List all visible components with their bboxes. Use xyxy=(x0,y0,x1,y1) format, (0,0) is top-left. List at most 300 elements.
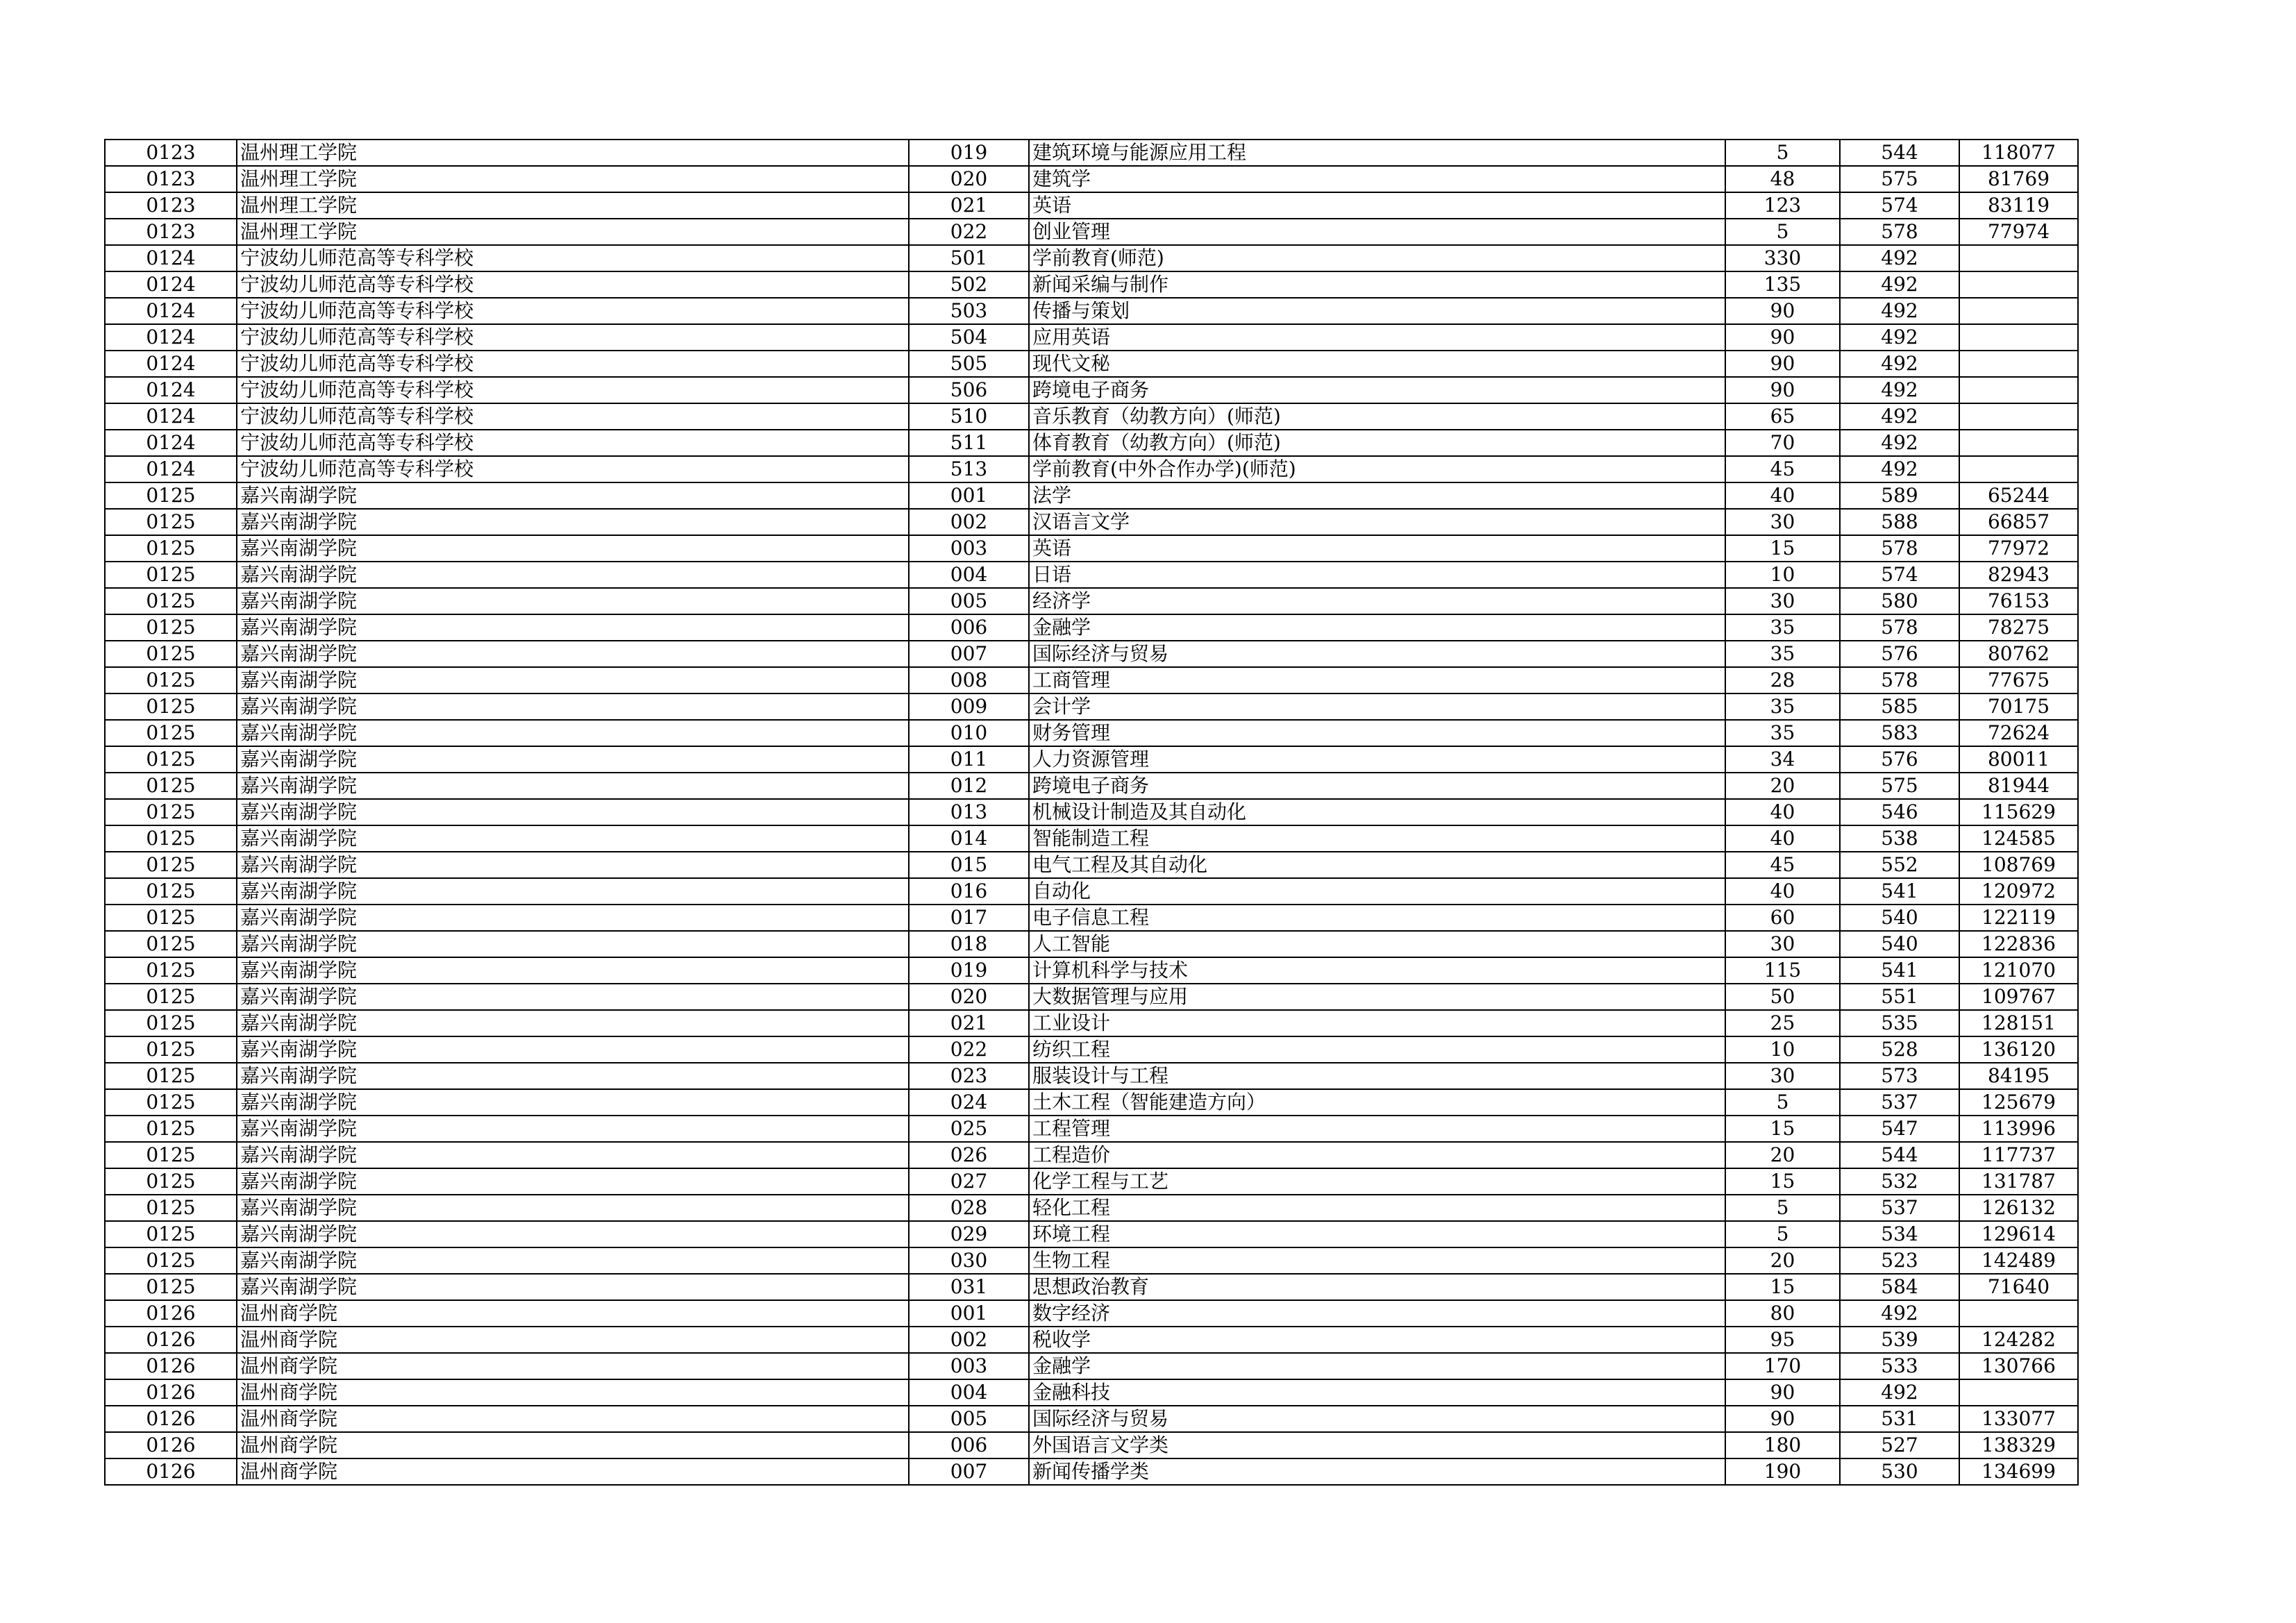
major-code-cell: 003 xyxy=(909,1353,1029,1379)
plan-count-cell: 40 xyxy=(1725,799,1840,825)
major-name-cell: 工程管理 xyxy=(1029,1116,1725,1142)
min-score-cell: 578 xyxy=(1840,219,1959,245)
major-name-cell: 新闻传播学类 xyxy=(1029,1458,1725,1485)
school-name-cell: 嘉兴南湖学院 xyxy=(237,614,909,641)
major-name-cell: 应用英语 xyxy=(1029,324,1725,351)
school-code-cell: 0125 xyxy=(105,641,237,667)
major-code-cell: 003 xyxy=(909,535,1029,562)
min-rank-cell: 81769 xyxy=(1959,166,2078,192)
table-row xyxy=(105,298,2078,324)
min-score-cell: 528 xyxy=(1840,1036,1959,1063)
plan-count-cell: 35 xyxy=(1725,693,1840,720)
min-score-cell: 578 xyxy=(1840,614,1959,641)
min-rank-cell xyxy=(1959,456,2078,482)
plan-count-cell: 15 xyxy=(1725,535,1840,562)
school-name-cell: 嘉兴南湖学院 xyxy=(237,957,909,984)
plan-count-cell: 35 xyxy=(1725,720,1840,746)
min-score-cell: 544 xyxy=(1840,1142,1959,1168)
major-code-cell: 019 xyxy=(909,957,1029,984)
school-name-cell: 温州商学院 xyxy=(237,1406,909,1432)
school-name-cell: 嘉兴南湖学院 xyxy=(237,535,909,562)
major-name-cell: 创业管理 xyxy=(1029,219,1725,245)
major-code-cell: 025 xyxy=(909,1116,1029,1142)
major-name-cell: 现代文秘 xyxy=(1029,351,1725,377)
min-score-cell: 534 xyxy=(1840,1221,1959,1247)
min-score-cell: 492 xyxy=(1840,271,1959,298)
major-name-cell: 大数据管理与应用 xyxy=(1029,984,1725,1010)
min-rank-cell: 136120 xyxy=(1959,1036,2078,1063)
table-row xyxy=(105,746,2078,773)
min-score-cell: 580 xyxy=(1840,588,1959,614)
table-row xyxy=(105,245,2078,271)
plan-count-cell: 25 xyxy=(1725,1010,1840,1036)
major-name-cell: 工程造价 xyxy=(1029,1142,1725,1168)
school-name-cell: 嘉兴南湖学院 xyxy=(237,562,909,588)
school-name-cell: 温州理工学院 xyxy=(237,192,909,219)
min-rank-cell xyxy=(1959,351,2078,377)
school-code-cell: 0124 xyxy=(105,403,237,430)
plan-count-cell: 40 xyxy=(1725,482,1840,509)
plan-count-cell: 5 xyxy=(1725,140,1840,166)
major-code-cell: 006 xyxy=(909,1432,1029,1458)
major-code-cell: 011 xyxy=(909,746,1029,773)
school-code-cell: 0124 xyxy=(105,430,237,456)
table-row xyxy=(105,430,2078,456)
school-name-cell: 嘉兴南湖学院 xyxy=(237,905,909,931)
table-row xyxy=(105,140,2078,166)
major-name-cell: 会计学 xyxy=(1029,693,1725,720)
school-code-cell: 0126 xyxy=(105,1327,237,1353)
table-row xyxy=(105,588,2078,614)
table-row xyxy=(105,1195,2078,1221)
plan-count-cell: 34 xyxy=(1725,746,1840,773)
school-name-cell: 嘉兴南湖学院 xyxy=(237,1195,909,1221)
table-row xyxy=(105,1010,2078,1036)
major-code-cell: 030 xyxy=(909,1247,1029,1274)
table-row xyxy=(105,878,2078,905)
school-name-cell: 嘉兴南湖学院 xyxy=(237,773,909,799)
min-rank-cell xyxy=(1959,245,2078,271)
major-name-cell: 音乐教育（幼教方向）(师范) xyxy=(1029,403,1725,430)
major-name-cell: 跨境电子商务 xyxy=(1029,773,1725,799)
table-row xyxy=(105,192,2078,219)
plan-count-cell: 5 xyxy=(1725,1221,1840,1247)
min-score-cell: 574 xyxy=(1840,192,1959,219)
min-score-cell: 537 xyxy=(1840,1089,1959,1116)
major-name-cell: 学前教育(中外合作办学)(师范) xyxy=(1029,456,1725,482)
min-score-cell: 492 xyxy=(1840,351,1959,377)
school-name-cell: 嘉兴南湖学院 xyxy=(237,482,909,509)
min-rank-cell: 138329 xyxy=(1959,1432,2078,1458)
min-rank-cell: 142489 xyxy=(1959,1247,2078,1274)
min-score-cell: 537 xyxy=(1840,1195,1959,1221)
plan-count-cell: 15 xyxy=(1725,1168,1840,1195)
major-code-cell: 502 xyxy=(909,271,1029,298)
school-code-cell: 0125 xyxy=(105,1247,237,1274)
min-score-cell: 575 xyxy=(1840,166,1959,192)
school-code-cell: 0125 xyxy=(105,509,237,535)
major-code-cell: 004 xyxy=(909,562,1029,588)
school-code-cell: 0125 xyxy=(105,614,237,641)
min-rank-cell: 80762 xyxy=(1959,641,2078,667)
major-code-cell: 014 xyxy=(909,825,1029,852)
major-code-cell: 002 xyxy=(909,1327,1029,1353)
school-name-cell: 温州商学院 xyxy=(237,1458,909,1485)
min-rank-cell: 77675 xyxy=(1959,667,2078,693)
min-rank-cell: 65244 xyxy=(1959,482,2078,509)
min-score-cell: 531 xyxy=(1840,1406,1959,1432)
min-score-cell: 546 xyxy=(1840,799,1959,825)
major-name-cell: 国际经济与贸易 xyxy=(1029,1406,1725,1432)
min-rank-cell: 134699 xyxy=(1959,1458,2078,1485)
school-code-cell: 0123 xyxy=(105,219,237,245)
table-row xyxy=(105,271,2078,298)
min-score-cell: 547 xyxy=(1840,1116,1959,1142)
table-row xyxy=(105,482,2078,509)
min-score-cell: 539 xyxy=(1840,1327,1959,1353)
min-rank-cell: 124585 xyxy=(1959,825,2078,852)
plan-count-cell: 48 xyxy=(1725,166,1840,192)
plan-count-cell: 40 xyxy=(1725,825,1840,852)
min-rank-cell: 77974 xyxy=(1959,219,2078,245)
school-name-cell: 宁波幼儿师范高等专科学校 xyxy=(237,271,909,298)
min-score-cell: 532 xyxy=(1840,1168,1959,1195)
school-name-cell: 嘉兴南湖学院 xyxy=(237,720,909,746)
school-code-cell: 0124 xyxy=(105,245,237,271)
major-code-cell: 007 xyxy=(909,1458,1029,1485)
major-code-cell: 004 xyxy=(909,1379,1029,1406)
major-name-cell: 新闻采编与制作 xyxy=(1029,271,1725,298)
min-score-cell: 551 xyxy=(1840,984,1959,1010)
min-rank-cell: 130766 xyxy=(1959,1353,2078,1379)
major-name-cell: 法学 xyxy=(1029,482,1725,509)
min-score-cell: 492 xyxy=(1840,1379,1959,1406)
table-row xyxy=(105,1089,2078,1116)
major-code-cell: 024 xyxy=(909,1089,1029,1116)
min-rank-cell xyxy=(1959,1300,2078,1327)
school-code-cell: 0125 xyxy=(105,1010,237,1036)
table-row xyxy=(105,1300,2078,1327)
min-score-cell: 583 xyxy=(1840,720,1959,746)
major-name-cell: 税收学 xyxy=(1029,1327,1725,1353)
plan-count-cell: 30 xyxy=(1725,588,1840,614)
school-code-cell: 0124 xyxy=(105,377,237,403)
school-name-cell: 嘉兴南湖学院 xyxy=(237,1063,909,1089)
min-rank-cell: 120972 xyxy=(1959,878,2078,905)
table-row xyxy=(105,562,2078,588)
major-name-cell: 外国语言文学类 xyxy=(1029,1432,1725,1458)
major-name-cell: 生物工程 xyxy=(1029,1247,1725,1274)
school-name-cell: 宁波幼儿师范高等专科学校 xyxy=(237,403,909,430)
plan-count-cell: 50 xyxy=(1725,984,1840,1010)
school-code-cell: 0125 xyxy=(105,482,237,509)
school-name-cell: 温州商学院 xyxy=(237,1353,909,1379)
major-name-cell: 工业设计 xyxy=(1029,1010,1725,1036)
min-score-cell: 492 xyxy=(1840,1300,1959,1327)
school-name-cell: 嘉兴南湖学院 xyxy=(237,746,909,773)
table-row xyxy=(105,667,2078,693)
table-row xyxy=(105,773,2078,799)
school-name-cell: 嘉兴南湖学院 xyxy=(237,1010,909,1036)
school-code-cell: 0126 xyxy=(105,1406,237,1432)
school-code-cell: 0125 xyxy=(105,905,237,931)
major-code-cell: 007 xyxy=(909,641,1029,667)
min-rank-cell xyxy=(1959,403,2078,430)
min-score-cell: 492 xyxy=(1840,403,1959,430)
min-score-cell: 492 xyxy=(1840,430,1959,456)
min-rank-cell: 131787 xyxy=(1959,1168,2078,1195)
major-code-cell: 029 xyxy=(909,1221,1029,1247)
school-code-cell: 0126 xyxy=(105,1300,237,1327)
plan-count-cell: 35 xyxy=(1725,614,1840,641)
min-score-cell: 574 xyxy=(1840,562,1959,588)
min-score-cell: 492 xyxy=(1840,245,1959,271)
major-code-cell: 009 xyxy=(909,693,1029,720)
school-name-cell: 宁波幼儿师范高等专科学校 xyxy=(237,456,909,482)
table-row xyxy=(105,1353,2078,1379)
min-rank-cell: 66857 xyxy=(1959,509,2078,535)
major-code-cell: 013 xyxy=(909,799,1029,825)
major-code-cell: 031 xyxy=(909,1274,1029,1300)
school-code-cell: 0125 xyxy=(105,1089,237,1116)
table-row xyxy=(105,641,2078,667)
school-code-cell: 0123 xyxy=(105,140,237,166)
major-code-cell: 015 xyxy=(909,852,1029,878)
school-name-cell: 宁波幼儿师范高等专科学校 xyxy=(237,430,909,456)
major-code-cell: 001 xyxy=(909,482,1029,509)
plan-count-cell: 20 xyxy=(1725,773,1840,799)
major-code-cell: 513 xyxy=(909,456,1029,482)
major-name-cell: 服装设计与工程 xyxy=(1029,1063,1725,1089)
major-code-cell: 510 xyxy=(909,403,1029,430)
min-score-cell: 541 xyxy=(1840,878,1959,905)
table-row xyxy=(105,1168,2078,1195)
major-name-cell: 日语 xyxy=(1029,562,1725,588)
school-code-cell: 0124 xyxy=(105,324,237,351)
plan-count-cell: 30 xyxy=(1725,931,1840,957)
major-code-cell: 002 xyxy=(909,509,1029,535)
major-code-cell: 506 xyxy=(909,377,1029,403)
major-code-cell: 010 xyxy=(909,720,1029,746)
table-row xyxy=(105,1116,2078,1142)
plan-count-cell: 20 xyxy=(1725,1142,1840,1168)
major-name-cell: 思想政治教育 xyxy=(1029,1274,1725,1300)
plan-count-cell: 95 xyxy=(1725,1327,1840,1353)
school-code-cell: 0125 xyxy=(105,1036,237,1063)
school-code-cell: 0125 xyxy=(105,720,237,746)
school-name-cell: 嘉兴南湖学院 xyxy=(237,931,909,957)
min-rank-cell: 76153 xyxy=(1959,588,2078,614)
min-rank-cell: 113996 xyxy=(1959,1116,2078,1142)
major-name-cell: 学前教育(师范) xyxy=(1029,245,1725,271)
major-name-cell: 环境工程 xyxy=(1029,1221,1725,1247)
major-name-cell: 工商管理 xyxy=(1029,667,1725,693)
school-code-cell: 0125 xyxy=(105,773,237,799)
table-row xyxy=(105,1432,2078,1458)
school-code-cell: 0126 xyxy=(105,1432,237,1458)
major-code-cell: 012 xyxy=(909,773,1029,799)
min-rank-cell: 125679 xyxy=(1959,1089,2078,1116)
table-body xyxy=(105,140,2078,1485)
major-code-cell: 021 xyxy=(909,1010,1029,1036)
plan-count-cell: 90 xyxy=(1725,1406,1840,1432)
table-row xyxy=(105,931,2078,957)
admission-table xyxy=(104,139,2079,1486)
table-row xyxy=(105,614,2078,641)
min-score-cell: 538 xyxy=(1840,825,1959,852)
plan-count-cell: 90 xyxy=(1725,1379,1840,1406)
min-score-cell: 541 xyxy=(1840,957,1959,984)
plan-count-cell: 80 xyxy=(1725,1300,1840,1327)
school-name-cell: 宁波幼儿师范高等专科学校 xyxy=(237,324,909,351)
table-row xyxy=(105,403,2078,430)
major-code-cell: 511 xyxy=(909,430,1029,456)
major-name-cell: 英语 xyxy=(1029,192,1725,219)
school-name-cell: 温州理工学院 xyxy=(237,219,909,245)
school-code-cell: 0124 xyxy=(105,351,237,377)
min-rank-cell: 133077 xyxy=(1959,1406,2078,1432)
plan-count-cell: 15 xyxy=(1725,1116,1840,1142)
plan-count-cell: 70 xyxy=(1725,430,1840,456)
table-row xyxy=(105,1379,2078,1406)
min-rank-cell: 82943 xyxy=(1959,562,2078,588)
school-code-cell: 0124 xyxy=(105,456,237,482)
min-score-cell: 544 xyxy=(1840,140,1959,166)
table-row xyxy=(105,324,2078,351)
school-name-cell: 宁波幼儿师范高等专科学校 xyxy=(237,298,909,324)
major-name-cell: 人工智能 xyxy=(1029,931,1725,957)
min-rank-cell: 109767 xyxy=(1959,984,2078,1010)
school-name-cell: 嘉兴南湖学院 xyxy=(237,588,909,614)
school-code-cell: 0125 xyxy=(105,588,237,614)
plan-count-cell: 30 xyxy=(1725,1063,1840,1089)
table-row xyxy=(105,693,2078,720)
major-name-cell: 建筑学 xyxy=(1029,166,1725,192)
min-score-cell: 535 xyxy=(1840,1010,1959,1036)
major-code-cell: 016 xyxy=(909,878,1029,905)
school-name-cell: 宁波幼儿师范高等专科学校 xyxy=(237,245,909,271)
table-row xyxy=(105,1247,2078,1274)
table-row xyxy=(105,720,2078,746)
min-rank-cell xyxy=(1959,1379,2078,1406)
table-row xyxy=(105,852,2078,878)
min-rank-cell: 122119 xyxy=(1959,905,2078,931)
min-rank-cell: 108769 xyxy=(1959,852,2078,878)
min-rank-cell: 118077 xyxy=(1959,140,2078,166)
school-name-cell: 温州商学院 xyxy=(237,1379,909,1406)
school-code-cell: 0125 xyxy=(105,1063,237,1089)
school-name-cell: 宁波幼儿师范高等专科学校 xyxy=(237,377,909,403)
table-row xyxy=(105,535,2078,562)
school-code-cell: 0124 xyxy=(105,298,237,324)
school-name-cell: 嘉兴南湖学院 xyxy=(237,1089,909,1116)
min-rank-cell xyxy=(1959,430,2078,456)
min-rank-cell: 72624 xyxy=(1959,720,2078,746)
school-name-cell: 嘉兴南湖学院 xyxy=(237,667,909,693)
major-name-cell: 电气工程及其自动化 xyxy=(1029,852,1725,878)
plan-count-cell: 135 xyxy=(1725,271,1840,298)
plan-count-cell: 45 xyxy=(1725,852,1840,878)
major-name-cell: 汉语言文学 xyxy=(1029,509,1725,535)
min-rank-cell: 80011 xyxy=(1959,746,2078,773)
school-name-cell: 嘉兴南湖学院 xyxy=(237,1142,909,1168)
major-code-cell: 008 xyxy=(909,667,1029,693)
min-score-cell: 530 xyxy=(1840,1458,1959,1485)
school-code-cell: 0126 xyxy=(105,1379,237,1406)
school-name-cell: 嘉兴南湖学院 xyxy=(237,825,909,852)
plan-count-cell: 180 xyxy=(1725,1432,1840,1458)
table-row xyxy=(105,377,2078,403)
school-name-cell: 嘉兴南湖学院 xyxy=(237,693,909,720)
major-name-cell: 英语 xyxy=(1029,535,1725,562)
min-rank-cell: 84195 xyxy=(1959,1063,2078,1089)
min-score-cell: 573 xyxy=(1840,1063,1959,1089)
min-rank-cell: 83119 xyxy=(1959,192,2078,219)
school-name-cell: 嘉兴南湖学院 xyxy=(237,509,909,535)
major-code-cell: 005 xyxy=(909,1406,1029,1432)
major-name-cell: 轻化工程 xyxy=(1029,1195,1725,1221)
school-name-cell: 嘉兴南湖学院 xyxy=(237,799,909,825)
school-name-cell: 嘉兴南湖学院 xyxy=(237,1247,909,1274)
plan-count-cell: 20 xyxy=(1725,1247,1840,1274)
plan-count-cell: 40 xyxy=(1725,878,1840,905)
school-code-cell: 0125 xyxy=(105,1168,237,1195)
major-name-cell: 机械设计制造及其自动化 xyxy=(1029,799,1725,825)
school-name-cell: 温州商学院 xyxy=(237,1432,909,1458)
major-name-cell: 自动化 xyxy=(1029,878,1725,905)
min-rank-cell: 122836 xyxy=(1959,931,2078,957)
min-score-cell: 527 xyxy=(1840,1432,1959,1458)
major-code-cell: 020 xyxy=(909,984,1029,1010)
major-code-cell: 019 xyxy=(909,140,1029,166)
school-name-cell: 温州理工学院 xyxy=(237,166,909,192)
school-name-cell: 嘉兴南湖学院 xyxy=(237,1168,909,1195)
min-rank-cell xyxy=(1959,271,2078,298)
plan-count-cell: 170 xyxy=(1725,1353,1840,1379)
school-code-cell: 0126 xyxy=(105,1458,237,1485)
plan-count-cell: 123 xyxy=(1725,192,1840,219)
school-name-cell: 嘉兴南湖学院 xyxy=(237,1221,909,1247)
table-row xyxy=(105,1142,2078,1168)
major-name-cell: 国际经济与贸易 xyxy=(1029,641,1725,667)
major-name-cell: 建筑环境与能源应用工程 xyxy=(1029,140,1725,166)
school-name-cell: 嘉兴南湖学院 xyxy=(237,852,909,878)
school-code-cell: 0125 xyxy=(105,957,237,984)
min-score-cell: 589 xyxy=(1840,482,1959,509)
major-name-cell: 跨境电子商务 xyxy=(1029,377,1725,403)
school-code-cell: 0125 xyxy=(105,535,237,562)
min-score-cell: 584 xyxy=(1840,1274,1959,1300)
min-score-cell: 540 xyxy=(1840,905,1959,931)
major-name-cell: 经济学 xyxy=(1029,588,1725,614)
plan-count-cell: 10 xyxy=(1725,1036,1840,1063)
major-code-cell: 505 xyxy=(909,351,1029,377)
school-code-cell: 0125 xyxy=(105,984,237,1010)
min-rank-cell: 71640 xyxy=(1959,1274,2078,1300)
major-code-cell: 022 xyxy=(909,1036,1029,1063)
school-code-cell: 0125 xyxy=(105,1116,237,1142)
min-score-cell: 575 xyxy=(1840,773,1959,799)
table-row xyxy=(105,1221,2078,1247)
min-score-cell: 585 xyxy=(1840,693,1959,720)
table-row xyxy=(105,1274,2078,1300)
min-rank-cell xyxy=(1959,324,2078,351)
min-rank-cell: 77972 xyxy=(1959,535,2078,562)
school-code-cell: 0125 xyxy=(105,1274,237,1300)
plan-count-cell: 5 xyxy=(1725,1089,1840,1116)
school-name-cell: 嘉兴南湖学院 xyxy=(237,641,909,667)
min-score-cell: 578 xyxy=(1840,535,1959,562)
